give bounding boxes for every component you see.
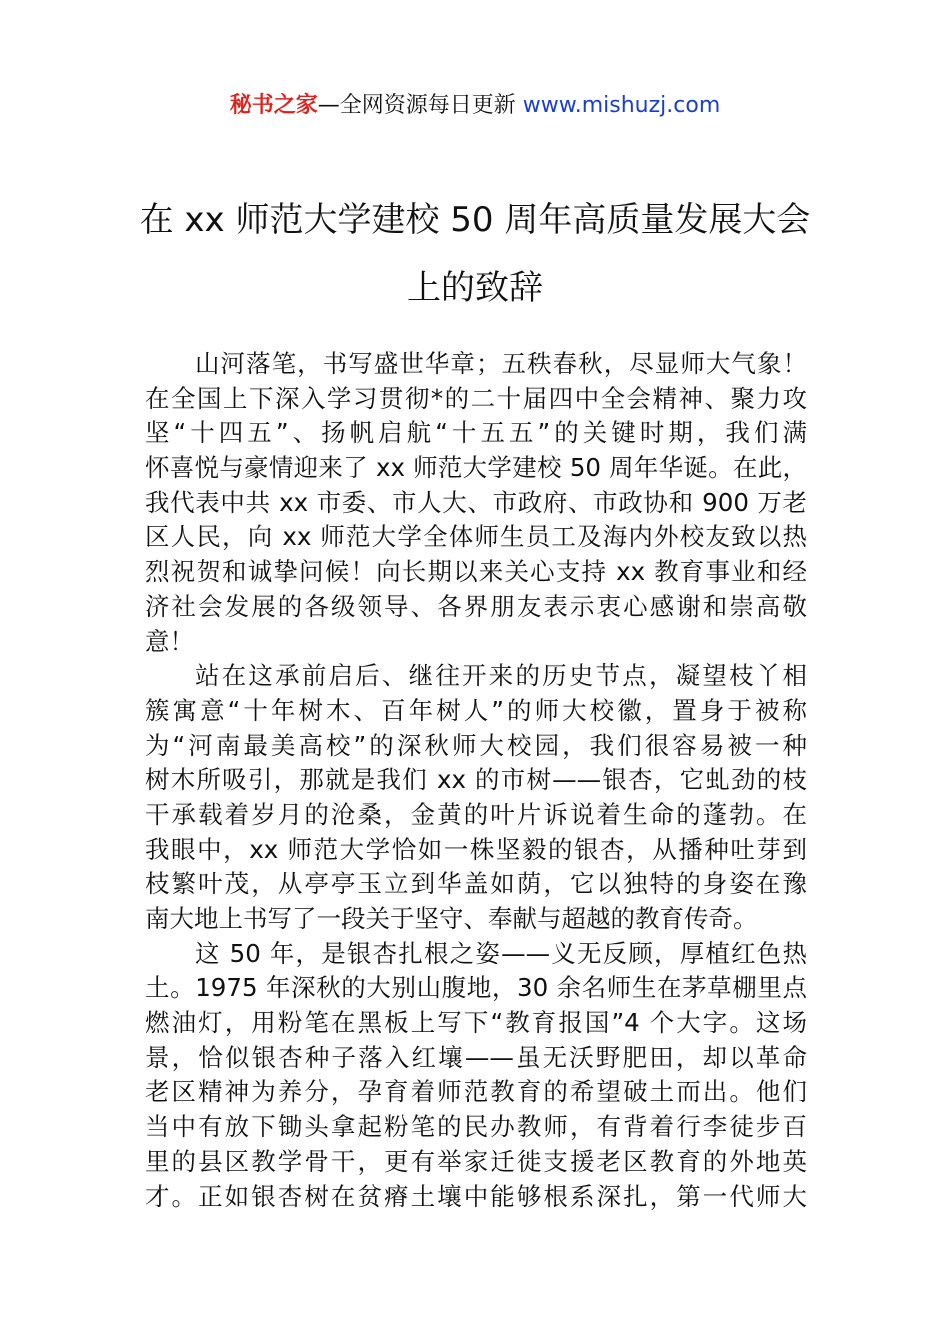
paragraph bbox=[145, 659, 807, 937]
paragraph-line: 里的县区教学骨干，更有举家迁徙支援老区教育的外地英 bbox=[145, 1146, 807, 1176]
site-url-link[interactable]: www.mishuzj.com bbox=[522, 93, 721, 118]
paragraph-line: 南大地上书写了一段关于坚守、奉献与超越的教育传奇。 bbox=[145, 904, 758, 933]
paragraph-line: 这 50 年，是银杏扎根之姿——义无反顾，厚植红色热 bbox=[195, 938, 807, 968]
paragraph-line: 区人民，向 xx 师范大学全体师生员工及海内外校友致以热 bbox=[145, 522, 807, 552]
document-title bbox=[0, 186, 950, 322]
paragraph-line: 树木所吸引，那就是我们 xx 的市树——银杏，它虬劲的枝 bbox=[145, 765, 807, 795]
paragraph-line: 意！ bbox=[145, 626, 194, 656]
paragraph-line: 才。正如银杏树在贫瘠土壤中能够根系深扎，第一代师大 bbox=[145, 1181, 807, 1211]
paragraph-line: 烈祝贺和诚挚问候！向长期以来关心支持 xx 教育事业和经 bbox=[145, 557, 807, 587]
document-body bbox=[145, 347, 807, 1214]
paragraph-line: 干承载着岁月的沧桑，金黄的叶片诉说着生命的蓬勃。在 bbox=[145, 799, 807, 829]
paragraph-line: 怀喜悦与豪情迎来了 xx 师范大学建校 50 周年华诞。在此， bbox=[145, 453, 807, 483]
paragraph-line: 老区精神为养分，孕育着师范教育的希望破土而出。他们 bbox=[145, 1077, 807, 1107]
paragraph-line: 济社会发展的各级领导、各界朋友表示衷心感谢和崇高敬 bbox=[145, 591, 807, 621]
paragraph-line: 景，恰似银杏种子落入红壤——虽无沃野肥田，却以革命 bbox=[145, 1042, 807, 1072]
brand-name: 秘书之家 bbox=[229, 93, 318, 118]
paragraph-line: 当中有放下锄头拿起粉笔的民办教师，有背着行李徒步百 bbox=[145, 1112, 807, 1142]
paragraph bbox=[145, 347, 807, 659]
paragraph-line: 簇寓意“十年树木、百年树人”的师大校徽，置身于被称 bbox=[145, 695, 807, 725]
paragraph-line: 燃油灯，用粉笔在黑板上写下“教育报国”4 个大字。这场 bbox=[145, 1008, 807, 1038]
paragraph-line: 坚“十四五”、扬帆启航“十五五”的关键时期，我们满 bbox=[145, 418, 807, 448]
site-header bbox=[0, 88, 950, 119]
paragraph-line: 站在这承前启后、继往开来的历史节点，凝望枝丫相 bbox=[195, 661, 807, 691]
title-line: 上的致辞 bbox=[407, 268, 543, 308]
title-line: 在 xx 师范大学建校 50 周年高质量发展大会 bbox=[139, 200, 811, 240]
paragraph-line: 枝繁叶茂，从亭亭玉立到华盖如荫，它以独特的身姿在豫 bbox=[145, 869, 807, 899]
paragraph-line: 我代表中共 xx 市委、市人大、市政府、市政协和 900 万老 bbox=[145, 487, 807, 517]
header-tagline: —全网资源每日更新 bbox=[317, 93, 523, 118]
paragraph bbox=[145, 937, 807, 1215]
paragraph-line: 为“河南最美高校”的深秋师大校园，我们很容易被一种 bbox=[145, 730, 807, 760]
paragraph-line: 在全国上下深入学习贯彻*的二十届四中全会精神、聚力攻 bbox=[145, 383, 807, 413]
paragraph-line: 土。1975 年深秋的大别山腹地，30 余名师生在茅草棚里点 bbox=[145, 973, 807, 1003]
paragraph-line: 我眼中，xx 师范大学恰如一株坚毅的银杏，从播种吐芽到 bbox=[145, 834, 807, 864]
paragraph-line: 山河落笔，书写盛世华章；五秩春秋，尽显师大气象！ bbox=[195, 349, 807, 378]
